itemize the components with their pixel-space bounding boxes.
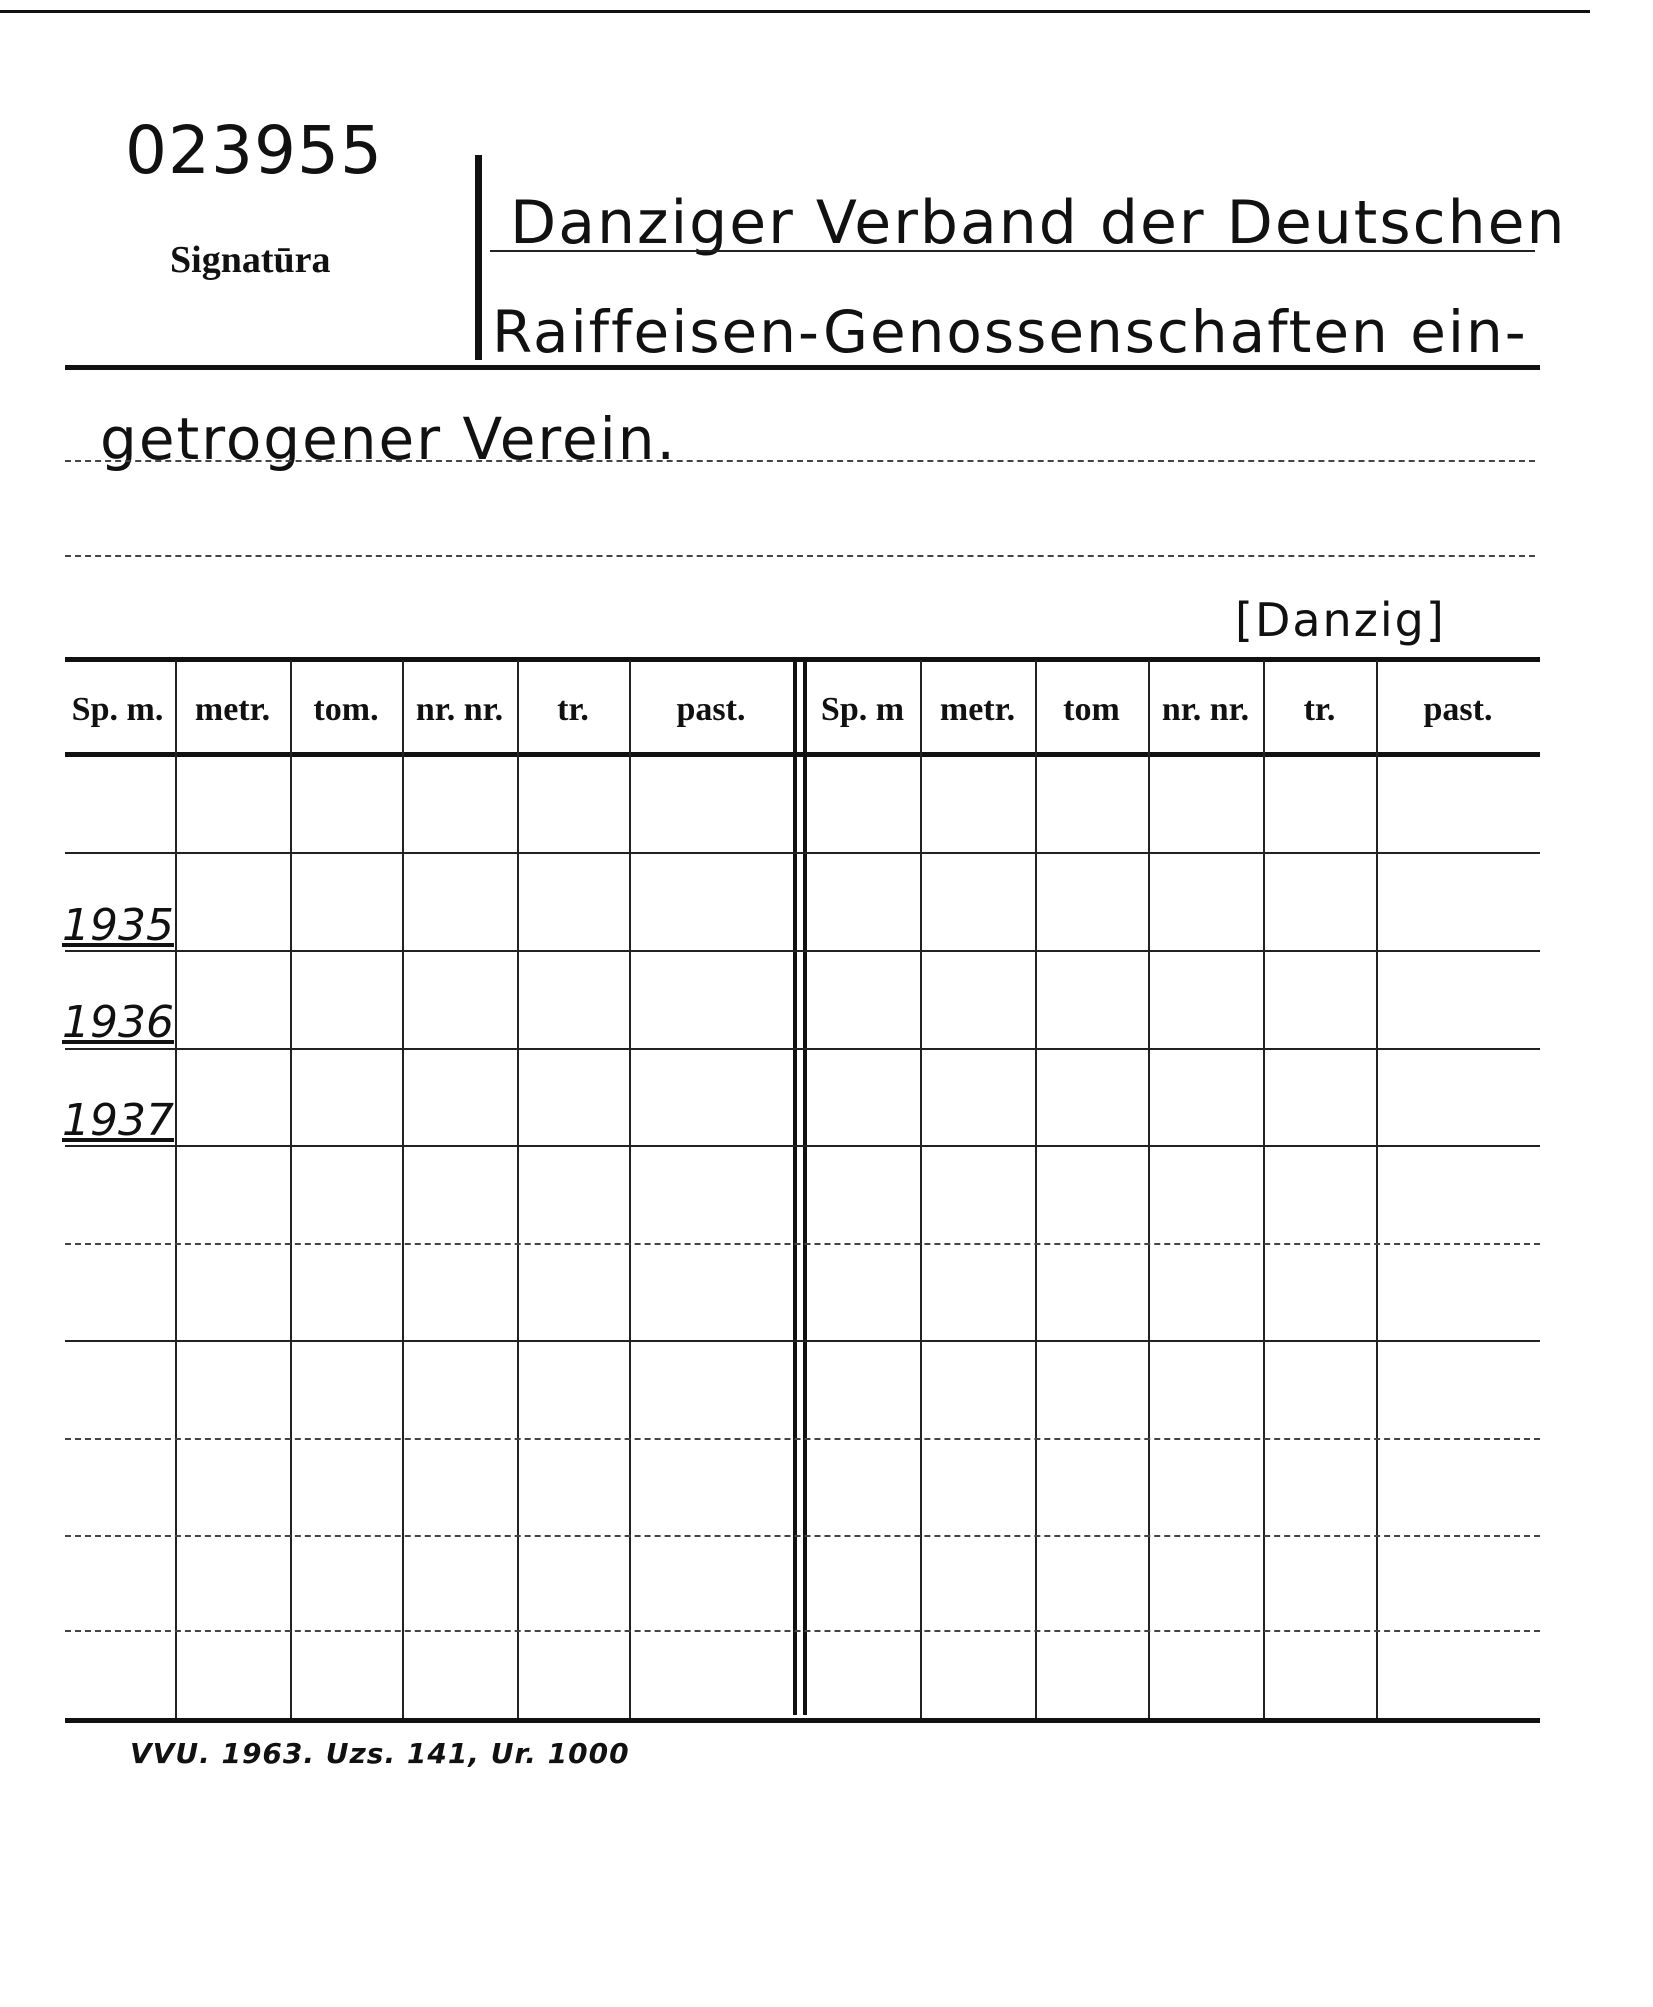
signature-divider xyxy=(475,155,482,360)
row-divider xyxy=(65,1340,1540,1342)
table-bottom-rule xyxy=(65,1718,1540,1723)
col-header-metr-right: metr. xyxy=(939,691,1016,728)
row-divider xyxy=(65,1630,1540,1632)
row-divider xyxy=(65,1145,1540,1147)
col-header-nr-nr: nr. nr. xyxy=(415,691,504,728)
col-header-past: past. xyxy=(676,691,746,728)
year-entry: 1937 xyxy=(62,1095,174,1146)
row-divider xyxy=(65,1535,1540,1537)
row-divider xyxy=(65,1048,1540,1050)
place-name: [Danzig] xyxy=(1235,593,1446,647)
title-line-3: getrogener Verein. xyxy=(100,405,677,473)
signature-number: 023955 xyxy=(125,112,383,189)
col-header-sp-m-right: Sp. m xyxy=(820,691,905,728)
col-divider xyxy=(629,660,631,1718)
col-header-tr-right: tr. xyxy=(1303,691,1336,728)
year-entry: 1936 xyxy=(62,997,174,1048)
col-divider xyxy=(1376,660,1378,1718)
col-divider xyxy=(1035,660,1037,1718)
col-divider xyxy=(517,660,519,1718)
printer-imprint: VVU. 1963. Uzs. 141, Ur. 1000 xyxy=(130,1737,630,1770)
col-header-past-right: past. xyxy=(1423,691,1493,728)
blank-line xyxy=(65,555,1535,557)
center-double-divider xyxy=(803,660,807,1715)
signature-label: Signatūra xyxy=(170,239,331,281)
year-entry: 1935 xyxy=(62,900,174,951)
header-rule xyxy=(65,365,1540,370)
col-divider xyxy=(402,660,404,1718)
card-top-border xyxy=(0,10,1590,13)
col-header-tom: tom. xyxy=(313,691,379,728)
center-double-divider xyxy=(793,660,797,1715)
col-header-tom-right: tom xyxy=(1063,691,1120,728)
col-divider xyxy=(290,660,292,1718)
row-divider xyxy=(65,852,1540,854)
col-header-sp-m: Sp. m. xyxy=(71,691,164,728)
col-divider xyxy=(1148,660,1150,1718)
col-header-nr-nr-right: nr. nr. xyxy=(1161,691,1250,728)
title-line-1: Danziger Verband der Deutschen xyxy=(510,188,1567,258)
row-divider xyxy=(65,950,1540,952)
title-underline-3 xyxy=(65,460,1535,462)
col-header-metr: metr. xyxy=(194,691,271,728)
col-divider xyxy=(1263,660,1265,1718)
row-divider xyxy=(65,1438,1540,1440)
title-underline-1 xyxy=(490,250,1535,252)
col-divider xyxy=(920,660,922,1718)
col-divider xyxy=(175,660,177,1718)
col-header-tr: tr. xyxy=(557,691,589,728)
row-divider xyxy=(65,1243,1540,1245)
title-line-2: Raiffeisen-Genossenschaften ein- xyxy=(492,298,1528,366)
